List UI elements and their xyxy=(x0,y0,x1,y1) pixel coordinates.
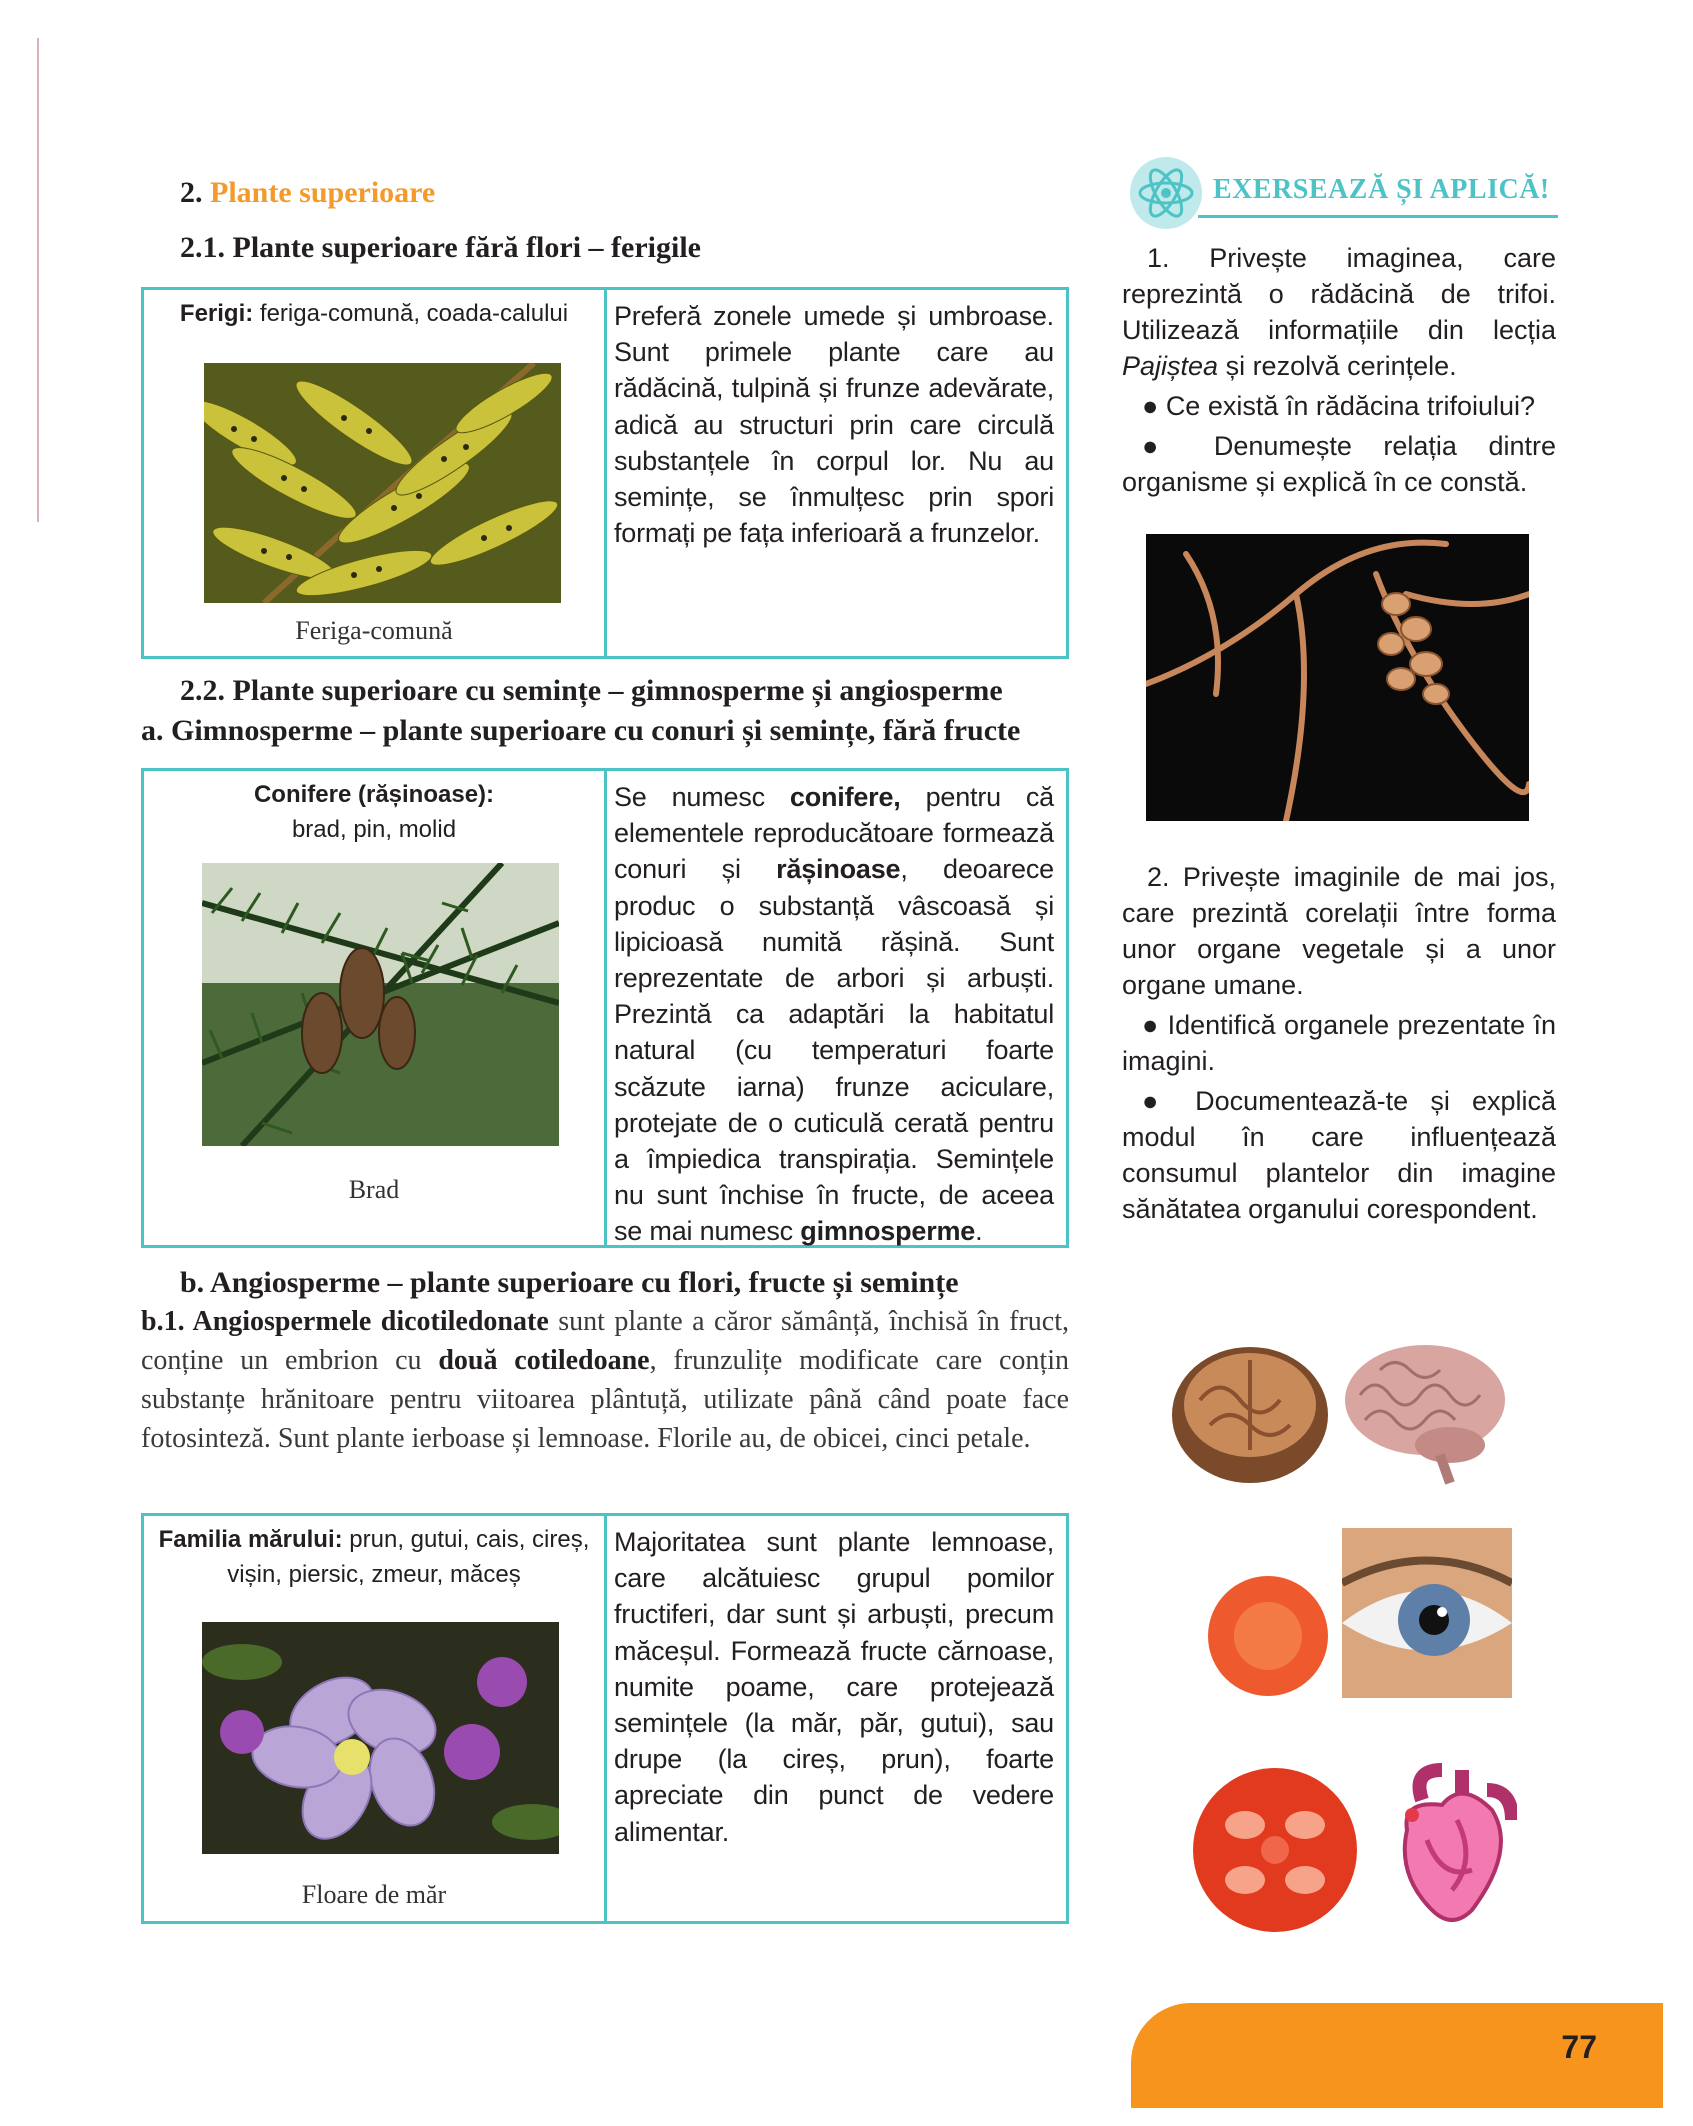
dicot-text-1: sunt plante a căror sămânță, închisă în fruct, conține un embrion cu xyxy=(141,1306,1069,1376)
carrot-slice-image xyxy=(1205,1573,1331,1699)
conifers-text-3: , deoarece produc o substanță vâscoasă și lipicioasă numită rășină. Sunt reprezentate de arbori și arbuști. Prezintă ca adaptări la habitatul natural (cu temperaturi foarte scăzute iarna) frunze aciculare, protejate de o cuticulă cerată pentru a împiedica transpirația. Semințele nu sunt închise în fructe, de aceea se mai numesc xyxy=(614,854,1054,1247)
q1-bullet-2: Denumește relația dintre organisme și explică în ce constă. xyxy=(1122,431,1556,497)
q1-bullet-1: Ce există în rădăcina trifoiului? xyxy=(1165,391,1536,421)
page-number-tab xyxy=(1131,2003,1663,2108)
conifers-label-bold: Conifere (rășinoase): xyxy=(253,781,495,808)
subheading-seed-plants: 2.2. Plante superioare cu semințe – gimnosperme și angiosperme xyxy=(180,674,1003,707)
ferns-label-rest: feriga-comună, coada-calului xyxy=(253,300,569,327)
section-title: Plante superioare xyxy=(210,176,436,209)
section-number: 2. xyxy=(180,176,203,209)
ferns-caption: Feriga-comună xyxy=(295,616,453,645)
q2-bullet-1: Identifică organele prezentate în imagini. xyxy=(1122,1010,1557,1076)
q1-text-b: și rezolvă cerințele. xyxy=(1218,351,1457,381)
dicot-lead: b.1. Angiospermele dicotiledonate xyxy=(141,1306,549,1337)
apple-label-rest: prun, gutui, cais, cireș, vișin, piersic, zmeur, măceș xyxy=(227,1526,590,1588)
section-heading xyxy=(180,176,435,210)
conifers-label xyxy=(144,771,604,847)
sidebar-question-2: 2. Privește imaginile de mai jos, care prezintă corelații între forma unor organe vegetale și a unor organe umane. ● Identifică organele prezentate în imagini. ● Documentează-te și explică modul în care influențează consumul plantelor din imagine sănătatea organului corespondent. xyxy=(1122,859,1556,1227)
fern-photo xyxy=(204,363,561,603)
dicot-paragraph xyxy=(141,1302,1069,1458)
sidebar-heading-rule xyxy=(1198,215,1558,218)
conifers-bold-2: rășinoase xyxy=(776,854,901,885)
clover-root-photo xyxy=(1146,534,1529,821)
atom-icon xyxy=(1128,153,1208,233)
apple-box xyxy=(141,1513,1069,1924)
subheading-gymnosperms: a. Gimnosperme – plante superioare cu conuri și semințe, fără fructe xyxy=(141,714,1021,747)
walnut-image xyxy=(1170,1330,1330,1490)
apple-left-cell xyxy=(144,1516,604,1921)
ferns-label xyxy=(144,290,604,331)
apple-caption: Floare de măr xyxy=(301,1880,447,1909)
conifers-text-1: Se numesc xyxy=(614,782,790,812)
sidebar-heading-text: EXERSEAZĂ ȘI APLICĂ! xyxy=(1213,174,1550,205)
eye-image xyxy=(1342,1528,1512,1698)
conifers-caption: Brad xyxy=(348,1175,400,1204)
apple-flower-photo xyxy=(202,1622,559,1854)
conifers-bold-1: conifere, xyxy=(789,782,901,812)
conifers-left-cell xyxy=(144,771,604,1245)
conifers-text xyxy=(604,771,1066,1245)
q1-text-a: 1. Privește imaginea, care reprezintă o rădăcină de trifoi. Utilizează informațiile din lecția xyxy=(1122,243,1556,345)
brain-image xyxy=(1340,1335,1510,1485)
apple-flower-illustration xyxy=(202,1622,559,1854)
ferns-box xyxy=(141,287,1069,659)
heart-image xyxy=(1392,1760,1517,1930)
conifers-text-2: pentru că elementele reproducătoare formează conuri și xyxy=(614,782,1054,885)
ferns-left-cell xyxy=(144,290,604,656)
sidebar-question-1: 1. Privește imaginea, care reprezintă o rădăcină de trifoi. Utilizează informațiile din lecția Pajiștea și rezolvă cerințele. ● Ce există în rădăcina trifoiului? ● Denumește relația dintre organisme și explică în ce constă. xyxy=(1122,243,1556,497)
tomato-slice-image xyxy=(1190,1765,1360,1935)
clover-root-illustration xyxy=(1146,534,1529,821)
conifers-bold-3: gimnosperme xyxy=(800,1216,976,1247)
apple-label-bold: Familia mărului: xyxy=(158,1526,343,1553)
ferns-text: Preferă zonele umede și umbroase. Sunt primele plante care au rădăcină, tulpină și frunze adevărate, adică au structuri prin care circulă substanțele în corpul lor. Nu au semințe, se înmulțesc prin spori formați pe fața inferioară a frunzelor. xyxy=(614,301,1054,549)
conifers-label-rest: brad, pin, molid xyxy=(291,816,457,843)
q1-italic: Pajiștea xyxy=(1122,351,1219,381)
conifers-text-4: . xyxy=(975,1216,983,1247)
subheading-ferns: 2.1. Plante superioare fără flori – ferigile xyxy=(180,231,701,264)
subheading-angiosperms: b. Angiosperme – plante superioare cu flori, fructe și semințe xyxy=(180,1266,959,1299)
fern-illustration xyxy=(204,363,561,603)
apple-label xyxy=(144,1516,604,1592)
q2-bullet-2: Documentează-te și explică modul în care influențează consumul plantelor din imagine sănătatea organului corespondent. xyxy=(1122,1086,1556,1224)
sidebar-heading xyxy=(1128,153,1558,233)
fir-photo xyxy=(202,863,559,1146)
conifers-box xyxy=(141,768,1069,1248)
q2-text: 2. Privește imaginile de mai jos, care prezintă corelații între forma unor organe vegetale și a unor organe umane. xyxy=(1122,862,1556,1000)
margin-line xyxy=(37,38,39,522)
dicot-text-2: , frunzulițe modificate care conțin substanțe hrănitoare pentru viitoarea plântuță, utilizate până când poate face fotosinteză. Sunt plante ierboase și lemnoase. Florile au, de obicei, cinci petale. xyxy=(141,1345,1069,1454)
fir-illustration xyxy=(202,863,559,1146)
apple-text: Majoritatea sunt plante lemnoase, care alcătuiesc grupul pomilor fructiferi, dar sunt și arbuști, precum măceșul. Formează fructe cărnoase, numite poame, care protejează semințele (la măr, păr, gutui), sau drupe (la cireș, prun), foarte apreciate din punct de vedere alimentar. xyxy=(614,1527,1054,1847)
page-number: 77 xyxy=(1561,2029,1597,2065)
dicot-bold: două cotiledoane xyxy=(438,1345,650,1376)
ferns-label-bold: Ferigi: xyxy=(179,300,254,327)
